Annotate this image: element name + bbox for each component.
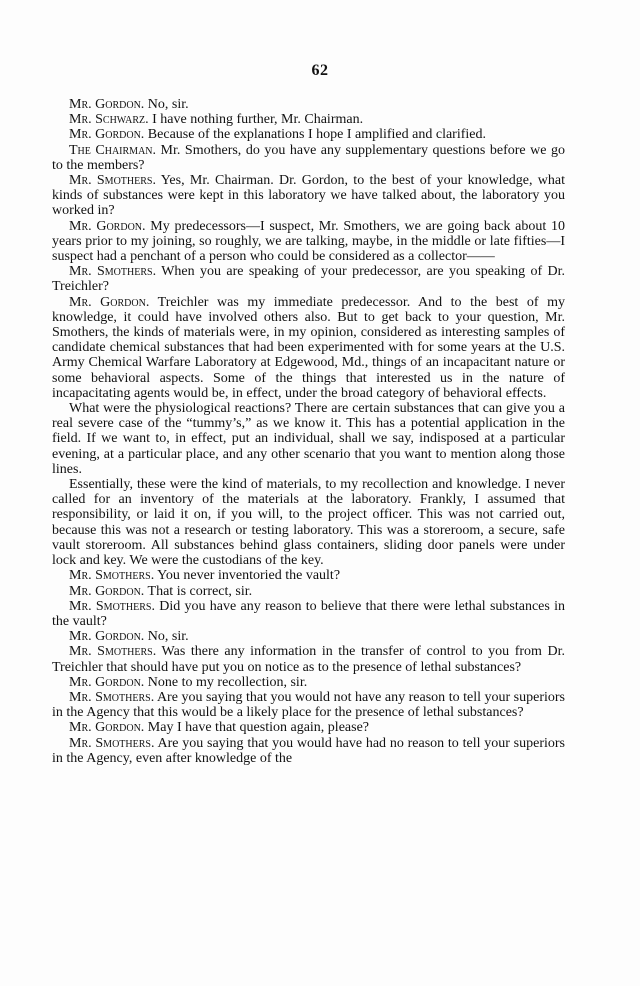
statement-text: Yes, Mr. Chairman. Dr. Gordon, to the best of your knowledge, what kinds of substances were kept in this laboratory we have talked about, the laboratory you worked in?: [52, 173, 565, 219]
statement-text: You never inventoried the vault?: [154, 568, 341, 584]
statement-text: Essentially, these were the kind of materials, to my recollection and knowledge. I never called for an inventory of the materials at the laboratory. Frankly, I assumed that responsibility, or laid it on, if you will, to the project officer. This was not carried out, because this was not a research or testing laboratory. This was a storeroom, a secure, safe vault storeroom. All substances behind glass containers, sliding door panels were under lock and key. We were the custodians of the key.: [52, 477, 565, 569]
statement-text: No, sir.: [144, 97, 189, 112]
transcript-paragraph: [52, 599, 565, 629]
transcript-paragraph: [52, 264, 565, 294]
statement-text: What were the physiological reactions? There are certain substances that can give you a real severe case of the “tummy’s,” as we know it. This has a potential application in the field. If we want to, in effect, put an individual, shall we say, indisposed at a particular evening, at a particular place, and any other scenario that you want to mention along those lines.: [52, 401, 565, 477]
statement-text: Are you saying that you would have had no reason to tell your superiors in the Agency, even after knowledge of the: [52, 735, 566, 766]
transcript-paragraph: [52, 629, 565, 644]
speaker-name: Mr. Gordon.: [69, 674, 145, 690]
transcript-paragraph: [52, 143, 565, 173]
speaker-name: Mr. Gordon.: [69, 127, 145, 143]
speaker-name: Mr. Gordon.: [69, 629, 145, 645]
statement-text: Because of the explanations I hope I amplified and clarified.: [144, 127, 486, 143]
transcript-paragraph: [52, 127, 565, 142]
transcript-paragraph: [52, 644, 565, 674]
speaker-name: Mr. Gordon.: [69, 218, 146, 234]
transcript-paragraph: [52, 690, 565, 720]
statement-text: Treichler was my immediate predecessor. And to the best of my knowledge, it could have involved others also. But to get back to your question, Mr. Smothers, the kinds of materials were, in my opinion, considered as interesting samples of candidate chemical substances that had been experimented with for some years at the U.S. Army Chemical Warfare Laboratory at Edgewood, Md., things of an incapacitant nature or some behavioral aspects. Some of the things that interested us in the nature of incapacitating agents would be, in effect, under the broad category of behavioral effects.: [52, 294, 565, 401]
speaker-name: Mr. Smothers.: [69, 689, 155, 705]
transcript-paragraph: [52, 675, 565, 690]
statement-text: My predecessors—I suspect, Mr. Smothers, we are going back about 10 years prior to my joining, so roughly, we are talking, maybe, in the middle or late fifties—I suspect had a penchant of a person who could be considered as a collector——: [52, 218, 565, 265]
speaker-name: Mr. Gordon.: [69, 294, 150, 310]
speaker-name: Mr. Gordon.: [69, 583, 145, 599]
speaker-name: Mr. Smothers.: [69, 644, 157, 660]
statement-text: That is correct, sir.: [144, 583, 253, 599]
speaker-name: Mr. Schwarz.: [69, 112, 149, 128]
statement-text: I have nothing further, Mr. Chairman.: [148, 112, 364, 128]
transcript-paragraph: [52, 720, 565, 735]
statement-text: Mr. Smothers, do you have any supplementary questions before we go to the members?: [52, 142, 566, 173]
statement-text: Was there any information in the transfer of control to you from Dr. Treichler that should have put you on notice as to the presence of lethal substances?: [52, 644, 565, 675]
page-number: 62: [311, 62, 329, 79]
hearing-transcript: [52, 97, 565, 766]
speaker-name: Mr. Smothers.: [69, 568, 155, 584]
transcript-paragraph: [52, 219, 565, 265]
statement-text: No, sir.: [144, 629, 189, 645]
statement-text: Are you saying that you would not have any reason to tell your superiors in the Agency that this would be a likely place for the presence of lethal substances?: [52, 689, 565, 721]
transcript-paragraph: [52, 736, 565, 766]
speaker-name: Mr. Smothers.: [69, 598, 155, 614]
statement-text: May I have that question again, please?: [144, 720, 369, 736]
statement-text: Did you have any reason to believe that there were lethal substances in the vault?: [52, 598, 566, 629]
transcript-paragraph: [52, 295, 565, 401]
statement-text: None to my recollection, sir.: [144, 674, 308, 690]
speaker-name: Mr. Gordon.: [69, 97, 145, 112]
transcript-paragraph: [52, 97, 565, 112]
transcript-paragraph: [52, 584, 565, 599]
transcript-paragraph: [52, 568, 565, 583]
speaker-name: Mr. Gordon.: [69, 720, 145, 736]
transcript-paragraph: [52, 477, 565, 568]
statement-text: When you are speaking of your predecessor, are you speaking of Dr. Treichler?: [52, 264, 566, 295]
speaker-name: Mr. Smothers.: [69, 735, 155, 751]
speaker-name: The Chairman.: [69, 142, 157, 158]
speaker-name: Mr. Smothers.: [69, 173, 156, 189]
transcript-paragraph: [52, 112, 565, 127]
transcript-paragraph: [52, 401, 565, 477]
speaker-name: Mr. Smothers.: [69, 264, 157, 280]
transcript-paragraph: [52, 173, 565, 219]
